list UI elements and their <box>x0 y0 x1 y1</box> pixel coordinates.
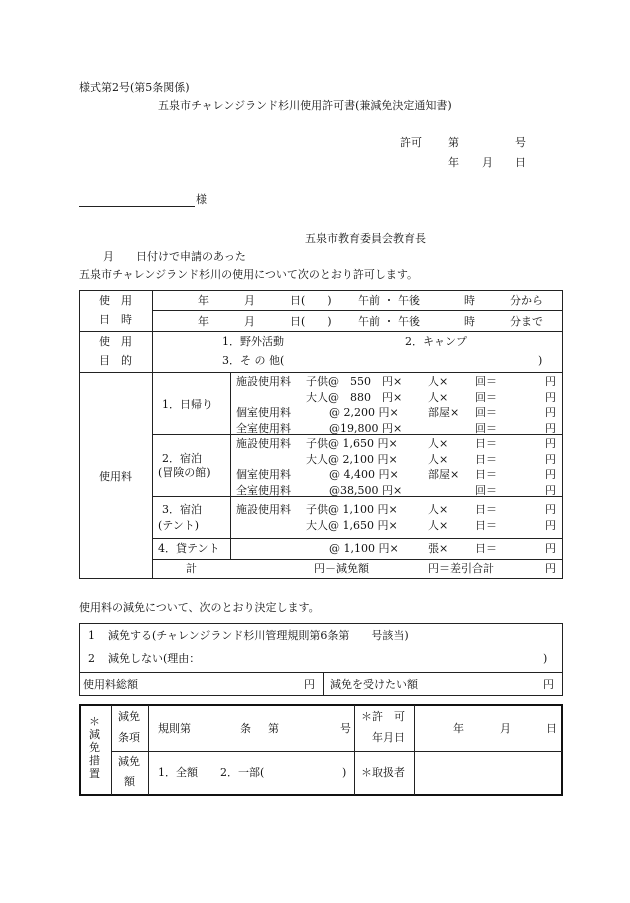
fee-yen: 円 <box>545 390 556 404</box>
fee-rate: 大人@ 2,100 円× <box>306 452 398 466</box>
fee-item: 施設使用料 <box>236 503 291 516</box>
overnight-hall-label-1: 2．宿泊 <box>162 452 202 465</box>
fee-item: 施設使用料 <box>236 437 291 450</box>
permit-year: 年 <box>448 156 459 169</box>
permit-month: 月 <box>482 156 493 169</box>
fee-yen: 円 <box>545 483 556 497</box>
day-trip-label: 1．日帰り <box>162 398 213 411</box>
rental-unit1: 張× <box>428 542 449 555</box>
permit-go: 号 <box>515 136 526 149</box>
fee-unit2: 回＝ <box>475 483 497 497</box>
decision-opt2: 減免しない(理由： <box>108 652 201 665</box>
datetime-label-1: 使 用 <box>99 294 132 307</box>
fee-unit2: 日＝ <box>475 503 497 516</box>
purpose-opt-3: 3．そ の 他( <box>222 354 285 367</box>
cond-label-1: 減免 <box>118 710 140 723</box>
fee-yen: 円 <box>545 421 556 435</box>
decision-opt2-num: 2 <box>88 652 95 665</box>
rule-label: 規則第 <box>158 722 191 735</box>
fee-yen: 円 <box>545 375 556 388</box>
fee-rate: 大人@ 1,650 円× <box>306 518 398 532</box>
document-title: 五泉市チャレンジランド杉川使用許可書(兼減免決定通知書) <box>158 99 452 112</box>
total-yen: 円 <box>545 562 556 575</box>
purpose-opt-2: 2．キャンプ <box>405 335 467 348</box>
total-label: 計 <box>186 562 197 575</box>
fee-yen: 円 <box>545 452 556 466</box>
fee-unit1: 部屋× <box>428 406 460 419</box>
end-hour: 時 <box>464 315 475 328</box>
fee-item: 全室使用料 <box>236 421 291 435</box>
overnight-tent-label-1: 3．宿泊 <box>162 503 202 516</box>
fee-unit2: 日＝ <box>475 518 497 532</box>
fee-rate: 大人@ 880 円× <box>306 390 403 404</box>
decision-opt1: 減免する(チャレンジランド杉川管理規則第6条第 号該当) <box>108 629 409 642</box>
fee-unit1: 人× <box>428 452 449 466</box>
rule-go: 号 <box>340 722 351 735</box>
rule-jo: 条 <box>240 722 251 735</box>
fee-unit1: 人× <box>428 390 449 404</box>
fee-rate: @ 2,200 円× <box>329 406 399 419</box>
amount-close: ) <box>342 766 347 779</box>
fee-unit2: 日＝ <box>475 437 497 450</box>
form-number: 様式第2号(第5条関係) <box>79 81 190 94</box>
cond-label-2: 条項 <box>118 731 140 744</box>
addressee-line <box>79 206 195 207</box>
rental-rate: @ 1,100 円× <box>329 542 399 555</box>
office-date-day: 日 <box>546 722 557 735</box>
office-date-year: 年 <box>453 722 464 735</box>
fee-unit2: 日＝ <box>475 468 497 481</box>
fee-unit1: 人× <box>428 518 449 532</box>
requested-label: 減免を受けたい額 <box>330 678 418 691</box>
end-month: 月 <box>244 315 255 328</box>
start-day: 日( ) <box>290 294 332 307</box>
total-fee-label: 使用料総額 <box>83 678 138 691</box>
fee-unit2: 回＝ <box>475 421 497 435</box>
amount-options: 1．全額 2．一部( <box>158 766 265 779</box>
fee-yen: 円 <box>545 503 556 516</box>
total-minus: 円－減免額 <box>314 562 369 575</box>
fee-item: 個室使用料 <box>236 406 291 419</box>
rule-dai: 第 <box>268 722 279 735</box>
fee-rate: 子供@ 550 円× <box>306 375 403 388</box>
fee-yen: 円 <box>545 437 556 450</box>
office-permit-date-label: 年月日 <box>372 731 405 744</box>
fee-rate: @ 4,400 円× <box>329 468 399 481</box>
fee-unit1: 部屋× <box>428 468 460 481</box>
end-day: 日( ) <box>290 315 332 328</box>
permit-dai: 第 <box>448 136 459 149</box>
fee-yen: 円 <box>545 406 556 419</box>
start-hour: 時 <box>464 294 475 307</box>
rental-unit2: 日＝ <box>475 542 497 555</box>
fee-rate: @38,500 円× <box>329 483 403 497</box>
fee-unit1: 人× <box>428 503 449 516</box>
addressee-suffix: 様 <box>196 193 207 206</box>
fees-label: 使用料 <box>99 470 132 483</box>
fee-unit2: 回＝ <box>475 406 497 419</box>
fee-item: 施設使用料 <box>236 375 291 388</box>
datetime-label-2: 日 時 <box>99 313 132 326</box>
office-permit-label: ＊許 可 <box>361 710 405 723</box>
fee-item: 全室使用料 <box>236 483 291 497</box>
fee-unit2: 回＝ <box>475 375 497 388</box>
decision-opt1-num: 1 <box>88 629 95 642</box>
start-tail: 分から <box>510 294 543 307</box>
fee-unit1: 人× <box>428 375 449 388</box>
fee-rate: 子供@ 1,650 円× <box>306 437 398 450</box>
overnight-tent-label-2: (テント) <box>158 519 200 532</box>
end-year: 年 <box>198 315 209 328</box>
amount-label-1: 減免 <box>118 755 140 768</box>
start-year: 年 <box>198 294 209 307</box>
purpose-label-2: 目 的 <box>99 354 132 367</box>
rental-tent-label: 4．貸テント <box>158 542 220 555</box>
fee-unit2: 日＝ <box>475 452 497 466</box>
office-date-month: 月 <box>500 722 511 735</box>
handler-label: ＊取扱者 <box>361 766 405 779</box>
fee-unit1: 人× <box>428 437 449 450</box>
end-tail: 分まで <box>510 315 543 328</box>
intro-line-1: 月 日付けで申請のあった <box>103 250 246 263</box>
amount-label-2: 額 <box>124 775 135 788</box>
fee-rate: 子供@ 1,100 円× <box>306 503 398 516</box>
rental-yen: 円 <box>545 542 556 555</box>
start-ampm: 午前 ・ 午後 <box>358 294 420 307</box>
requested-yen: 円 <box>543 678 554 691</box>
office-side-label: ＊減免措置 <box>89 715 100 780</box>
office-box <box>79 704 563 796</box>
fee-yen: 円 <box>545 518 556 532</box>
overnight-hall-label-2: (冒険の館) <box>158 466 211 479</box>
end-ampm: 午前 ・ 午後 <box>358 315 420 328</box>
permit-label: 許可 <box>400 136 422 149</box>
permit-day: 日 <box>515 156 526 169</box>
purpose-opt-1: 1．野外活動 <box>222 335 284 348</box>
fee-unit2: 回＝ <box>475 390 497 404</box>
purpose-opt-3-close: ) <box>538 354 543 367</box>
purpose-label-1: 使 用 <box>99 335 132 348</box>
fee-yen: 円 <box>545 468 556 481</box>
intro-line-2: 五泉市チャレンジランド杉川の使用について次のとおり許可します。 <box>79 268 419 281</box>
fee-item: 個室使用料 <box>236 468 291 481</box>
fee-rate: @19,800 円× <box>329 421 403 435</box>
decision-opt2-close: ) <box>543 652 548 665</box>
issuer: 五泉市教育委員会教育長 <box>305 232 426 245</box>
total-fee-yen: 円 <box>304 678 315 691</box>
start-month: 月 <box>244 294 255 307</box>
total-net: 円＝差引合計 <box>428 562 494 575</box>
decision-text: 使用料の減免について、次のとおり決定します。 <box>79 601 320 614</box>
